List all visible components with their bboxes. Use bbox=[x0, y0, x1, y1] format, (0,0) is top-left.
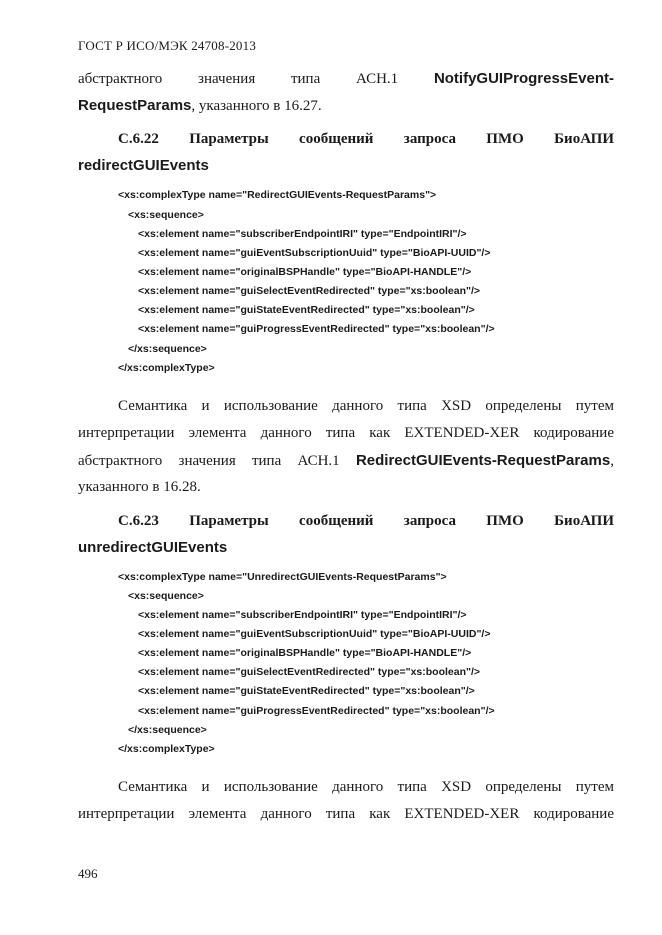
word: Семантика bbox=[118, 779, 188, 795]
word: EXTENDED-XER bbox=[404, 425, 520, 441]
punctuation: , bbox=[610, 453, 614, 469]
word: путем bbox=[575, 398, 614, 414]
intro-word: АСН.1 bbox=[356, 71, 399, 87]
section-heading-c623-function: unredirectGUIEvents bbox=[78, 539, 228, 556]
heading-word: БиоАПИ bbox=[554, 513, 614, 529]
heading-word: сообщений bbox=[299, 131, 374, 147]
intro-type-name-part1: NotifyGUIProgressEvent- bbox=[433, 70, 614, 87]
word: данного bbox=[332, 398, 384, 414]
type-name: RedirectGUIEvents-RequestParams bbox=[355, 452, 611, 469]
document-header: ГОСТ Р ИСО/МЭК 24708-2013 bbox=[78, 38, 257, 53]
word: типа bbox=[325, 806, 356, 822]
paragraph-line bbox=[118, 779, 614, 796]
code-line: <xs:element name="guiStateEventRedirected" type="xs:boolean"/> bbox=[138, 304, 475, 316]
paragraph-line bbox=[78, 425, 614, 442]
intro-word: значения bbox=[198, 71, 256, 87]
word: элемента bbox=[188, 425, 247, 441]
heading-word: С.6.22 bbox=[118, 131, 159, 147]
code-line: <xs:sequence> bbox=[128, 590, 204, 602]
word: XSD bbox=[441, 779, 472, 795]
code-line: <xs:element name="guiSelectEventRedirected" type="xs:boolean"/> bbox=[138, 666, 481, 678]
word: и bbox=[201, 398, 210, 414]
word: определены bbox=[485, 398, 562, 414]
word: путем bbox=[575, 779, 614, 795]
word: как bbox=[369, 425, 391, 441]
intro-word: типа bbox=[290, 71, 321, 87]
word: интерпретации bbox=[78, 425, 175, 441]
heading-word: БиоАПИ bbox=[554, 131, 614, 147]
intro-line-1 bbox=[78, 70, 614, 88]
code-line: <xs:element name="subscriberEndpointIRI" type="EndpointIRI"/> bbox=[138, 609, 467, 621]
word: данного bbox=[260, 425, 312, 441]
section-heading-c623 bbox=[118, 513, 614, 530]
word: XSD bbox=[441, 398, 472, 414]
word: интерпретации bbox=[78, 806, 175, 822]
code-line: </xs:sequence> bbox=[128, 724, 207, 736]
code-line: </xs:complexType> bbox=[118, 362, 215, 374]
heading-word: запроса bbox=[403, 131, 456, 147]
code-line: <xs:complexType name="RedirectGUIEvents-RequestParams"> bbox=[118, 189, 437, 201]
code-line: <xs:element name="guiEventSubscriptionUuid" type="BioAPI-UUID"/> bbox=[138, 247, 491, 259]
word: типа bbox=[397, 398, 427, 414]
word: и bbox=[201, 779, 210, 795]
heading-word: ПМО bbox=[486, 131, 524, 147]
paragraph-line bbox=[118, 398, 614, 415]
code-line: <xs:complexType name="UnredirectGUIEvents-RequestParams"> bbox=[118, 571, 447, 583]
heading-word: запроса bbox=[403, 513, 456, 529]
word: определены bbox=[485, 779, 562, 795]
word: кодирование bbox=[533, 806, 614, 822]
paragraph-line bbox=[78, 452, 614, 470]
code-line: <xs:element name="guiEventSubscriptionUuid" type="BioAPI-UUID"/> bbox=[138, 628, 491, 640]
intro-word: абстрактного bbox=[78, 71, 163, 87]
section-heading-c622-function: redirectGUIEvents bbox=[78, 157, 209, 174]
code-line: <xs:element name="guiSelectEventRedirected" type="xs:boolean"/> bbox=[138, 285, 481, 297]
word: использование bbox=[223, 779, 318, 795]
word: использование bbox=[223, 398, 318, 414]
code-line: <xs:sequence> bbox=[128, 209, 204, 221]
code-line: <xs:element name="subscriberEndpointIRI" type="EndpointIRI"/> bbox=[138, 228, 467, 240]
code-line: <xs:element name="originalBSPHandle" type="BioAPI-HANDLE"/> bbox=[138, 647, 472, 659]
word: данного bbox=[260, 806, 312, 822]
section-heading-c622 bbox=[118, 131, 614, 148]
word: данного bbox=[332, 779, 384, 795]
word: абстрактного bbox=[78, 453, 163, 469]
intro-line-2 bbox=[78, 97, 614, 115]
word: EXTENDED-XER bbox=[404, 806, 520, 822]
word: элемента bbox=[188, 806, 247, 822]
word: типа bbox=[397, 779, 427, 795]
page-number: 496 bbox=[78, 866, 98, 881]
type-name-ref bbox=[356, 452, 614, 470]
heading-word: ПМО bbox=[486, 513, 524, 529]
word: АСН.1 bbox=[297, 453, 340, 469]
heading-word: С.6.23 bbox=[118, 513, 159, 529]
word: типа bbox=[251, 453, 282, 469]
code-line: <xs:element name="guiProgressEventRedirected" type="xs:boolean"/> bbox=[138, 323, 495, 335]
word: значения bbox=[178, 453, 236, 469]
heading-word: Параметры bbox=[189, 131, 269, 147]
word: кодирование bbox=[533, 425, 614, 441]
code-line: <xs:element name="guiProgressEventRedirected" type="xs:boolean"/> bbox=[138, 705, 495, 717]
word: Семантика bbox=[118, 398, 188, 414]
code-line: </xs:complexType> bbox=[118, 743, 215, 755]
code-line: </xs:sequence> bbox=[128, 343, 207, 355]
heading-word: сообщений bbox=[299, 513, 374, 529]
word: типа bbox=[325, 425, 356, 441]
intro-type-name-part2: RequestParams bbox=[78, 97, 192, 114]
intro-reference: , указанного в 16.27. bbox=[191, 98, 322, 114]
code-line: <xs:element name="originalBSPHandle" type="BioAPI-HANDLE"/> bbox=[138, 266, 472, 278]
word: как bbox=[369, 806, 391, 822]
paragraph-line: указанного в 16.28. bbox=[78, 479, 201, 495]
paragraph-line bbox=[78, 806, 614, 823]
heading-word: Параметры bbox=[189, 513, 269, 529]
code-line: <xs:element name="guiStateEventRedirected" type="xs:boolean"/> bbox=[138, 685, 475, 697]
